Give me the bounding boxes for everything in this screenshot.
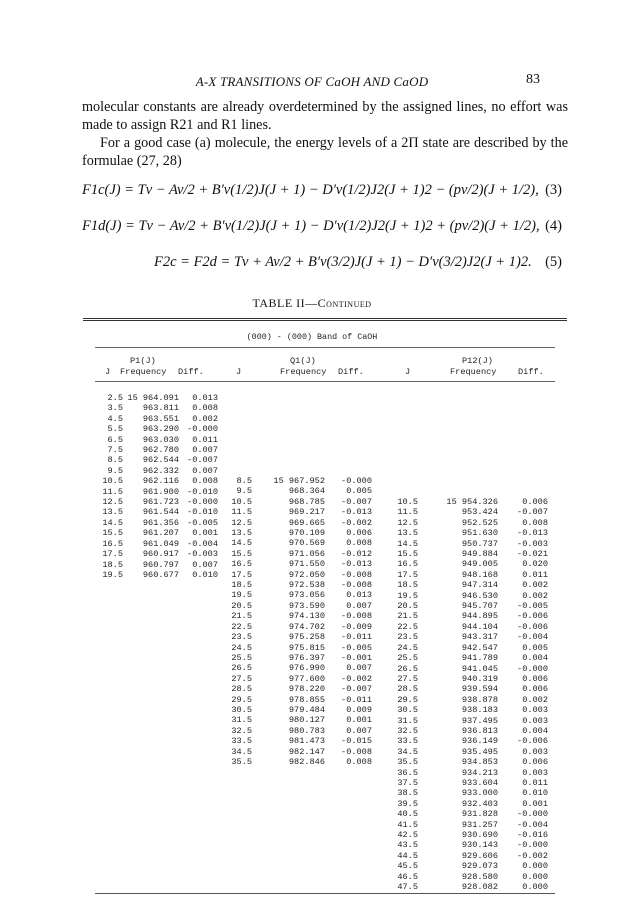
- p12-diff-cell: -0.006: [517, 611, 548, 622]
- table-bottom-rule: [95, 893, 555, 894]
- p12-j-cell: 39.5: [397, 798, 418, 809]
- q1-frequency-column: [267, 476, 325, 767]
- p12-diff-cell: 0.000: [522, 861, 548, 872]
- p12-frequency-cell: 933.000: [461, 788, 498, 799]
- p1-diff-cell: -0.010: [187, 486, 218, 497]
- q1-diff-cell: -0.002: [341, 673, 372, 684]
- p12-diff-cell: -0.002: [517, 850, 548, 861]
- p1-diff-cell: -0.003: [187, 549, 218, 560]
- p12-diff-cell: 0.000: [522, 871, 548, 882]
- q1-j-cell: 23.5: [231, 632, 252, 643]
- equation-5-number: (5): [545, 254, 562, 270]
- p12-frequency-cell: 941.045: [461, 663, 498, 674]
- p12-frequency-cell: 15 954.326: [446, 497, 498, 507]
- p1-j-cell: 18.5: [102, 559, 123, 570]
- p12-diff-cell: -0.004: [517, 819, 548, 830]
- p12-frequency-cell: 949.005: [461, 559, 498, 570]
- q1-frequency-cell: 976.397: [288, 652, 325, 663]
- p12-j-cell: 13.5: [397, 528, 418, 539]
- q1-frequency-cell: 979.484: [288, 704, 325, 715]
- p12-frequency-cell: 948.168: [461, 569, 498, 580]
- p12-frequency-cell: 950.737: [461, 538, 498, 549]
- p12-diff-cell: 0.005: [522, 642, 548, 653]
- p12-j-cell: 45.5: [397, 861, 418, 872]
- p12-diff-column: [506, 497, 548, 892]
- q1-diff-cell: 0.007: [346, 725, 372, 736]
- p12-frequency-cell: 941.789: [461, 653, 498, 664]
- p12-diff-cell: 0.001: [522, 798, 548, 809]
- q1-frequency-cell: 982.846: [288, 756, 325, 767]
- p1-j-cell: 3.5: [107, 403, 123, 414]
- q1-diff-cell: -0.011: [341, 632, 372, 643]
- table-title-text: TABLE II—Continued: [252, 296, 372, 310]
- p1-j-cell: 16.5: [102, 538, 123, 549]
- p12-frequency-cell: 936.813: [461, 725, 498, 736]
- p1-diff-cell: 0.007: [192, 465, 218, 476]
- q1-frequency-cell: 970.569: [288, 538, 325, 549]
- p1-frequency-cell: 963.551: [142, 413, 179, 424]
- p1-j-cell: 9.5: [107, 465, 123, 476]
- p1-diff-cell: 0.007: [192, 559, 218, 570]
- p12-frequency-cell: 946.530: [461, 590, 498, 601]
- q1-j-cell: 10.5: [231, 496, 252, 507]
- p12-frequency-cell: 936.149: [461, 736, 498, 747]
- q1-frequency-cell: 970.109: [288, 528, 325, 539]
- q1-frequency-cell: 982.147: [288, 746, 325, 757]
- p1-j-cell: 10.5: [102, 476, 123, 487]
- q1-diff-cell: -0.001: [341, 652, 372, 663]
- q1-j-cell: 15.5: [231, 548, 252, 559]
- p12-frequency-cell: 934.853: [461, 757, 498, 768]
- p12-j-cell: 28.5: [397, 684, 418, 695]
- q1-diff-cell: -0.008: [341, 746, 372, 757]
- q1-diff-cell: -0.013: [341, 507, 372, 518]
- p12-diff-cell: 0.003: [522, 746, 548, 757]
- group-header-p12: P12(J): [462, 356, 493, 366]
- p1-diff-cell: 0.013: [192, 393, 218, 403]
- q1-diff-cell: -0.007: [341, 496, 372, 507]
- paragraph-1-text: molecular constants are already overdetermined by the assigned lines, no effort was made to assign R21 and R1 lines.: [82, 99, 568, 133]
- p12-frequency-cell: 949.884: [461, 549, 498, 560]
- p12-j-cell: 30.5: [397, 705, 418, 716]
- q1-diff-cell: -0.008: [341, 580, 372, 591]
- p1-j-cell: 14.5: [102, 517, 123, 528]
- p12-j-cell: 14.5: [397, 538, 418, 549]
- p12-j-cell: 34.5: [397, 746, 418, 757]
- p12-frequency-cell: 928.082: [461, 882, 498, 893]
- q1-frequency-cell: 980.127: [288, 715, 325, 726]
- p1-diff-cell: 0.011: [192, 434, 218, 445]
- p1-j-cell: 5.5: [107, 424, 123, 435]
- p1-j-column: [97, 393, 123, 580]
- p12-frequency-cell: 945.707: [461, 601, 498, 612]
- p1-diff-cell: 0.010: [192, 569, 218, 580]
- p1-diff-cell: 0.002: [192, 413, 218, 424]
- p12-diff-cell: 0.003: [522, 767, 548, 778]
- q1-j-cell: 9.5: [236, 486, 252, 497]
- p12-frequency-cell: 935.495: [461, 746, 498, 757]
- p1-j-cell: 19.5: [102, 569, 123, 580]
- group-header-q1: Q1(J): [290, 356, 316, 366]
- q1-diff-cell: 0.001: [346, 715, 372, 726]
- p1-j-cell: 2.5: [107, 393, 123, 403]
- q1-j-cell: 32.5: [231, 725, 252, 736]
- q1-j-cell: 21.5: [231, 611, 252, 622]
- q1-j-cell: 24.5: [231, 642, 252, 653]
- p12-diff-cell: 0.000: [522, 882, 548, 893]
- col-header-j-3: J: [405, 367, 411, 377]
- q1-frequency-cell: 971.056: [288, 548, 325, 559]
- q1-diff-cell: -0.015: [341, 736, 372, 747]
- q1-j-cell: 25.5: [231, 652, 252, 663]
- q1-diff-cell: 0.008: [346, 538, 372, 549]
- p12-j-cell: 29.5: [397, 694, 418, 705]
- p12-frequency-cell: 947.314: [461, 580, 498, 591]
- p1-diff-cell: 0.001: [192, 528, 218, 539]
- p12-j-cell: 46.5: [397, 871, 418, 882]
- equation-3: F1c(J) = Tv − Av/2 + B′v(1/2)J(J + 1) − D′v(1/2)J2(J + 1)2 − (pv/2)(J + 1/2),: [82, 182, 539, 198]
- p12-j-cell: 31.5: [397, 715, 418, 726]
- p12-j-cell: 23.5: [397, 632, 418, 643]
- q1-frequency-cell: 973.590: [288, 600, 325, 611]
- p12-frequency-cell: 931.257: [461, 819, 498, 830]
- p1-j-cell: 13.5: [102, 507, 123, 518]
- p12-j-cell: 44.5: [397, 850, 418, 861]
- p12-frequency-cell: 938.878: [461, 694, 498, 705]
- p12-frequency-cell: 931.828: [461, 809, 498, 820]
- p12-frequency-cell: 939.594: [461, 684, 498, 695]
- p12-diff-cell: 0.003: [522, 705, 548, 716]
- q1-diff-column: [330, 476, 372, 767]
- q1-frequency-cell: 972.050: [288, 569, 325, 580]
- p1-frequency-cell: 961.049: [142, 538, 179, 549]
- p12-diff-cell: -0.005: [517, 601, 548, 612]
- p12-diff-cell: -0.004: [517, 632, 548, 643]
- p12-diff-cell: 0.006: [522, 684, 548, 695]
- p12-j-cell: 24.5: [397, 642, 418, 653]
- page-number: 83: [526, 72, 540, 87]
- q1-frequency-cell: 968.364: [288, 486, 325, 497]
- p1-frequency-cell: 961.900: [142, 486, 179, 497]
- p12-j-cell: 43.5: [397, 840, 418, 851]
- p12-diff-cell: 0.004: [522, 725, 548, 736]
- p12-frequency-column: [436, 497, 498, 892]
- p1-frequency-cell: 962.780: [142, 445, 179, 456]
- q1-diff-cell: -0.000: [341, 476, 372, 486]
- q1-frequency-cell: 974.702: [288, 621, 325, 632]
- p12-frequency-cell: 944.895: [461, 611, 498, 622]
- p1-diff-column: [176, 393, 218, 580]
- p1-j-cell: 8.5: [107, 455, 123, 466]
- p1-j-cell: 7.5: [107, 445, 123, 456]
- p12-j-cell: 22.5: [397, 621, 418, 632]
- q1-diff-cell: -0.008: [341, 611, 372, 622]
- q1-j-cell: 17.5: [231, 569, 252, 580]
- p12-frequency-cell: 942.547: [461, 642, 498, 653]
- p12-j-cell: 27.5: [397, 673, 418, 684]
- p1-frequency-cell: 15 964.091: [127, 393, 179, 403]
- q1-diff-cell: -0.009: [341, 621, 372, 632]
- col-header-diff-3: Diff.: [518, 367, 544, 377]
- p12-frequency-cell: 938.183: [461, 705, 498, 716]
- p12-j-cell: 47.5: [397, 882, 418, 893]
- p12-frequency-cell: 937.495: [461, 715, 498, 726]
- p12-diff-cell: 0.011: [522, 777, 548, 788]
- p12-diff-cell: 0.010: [522, 788, 548, 799]
- header-rule: [95, 381, 555, 382]
- p12-diff-cell: 0.006: [522, 757, 548, 768]
- p12-j-cell: 15.5: [397, 549, 418, 560]
- q1-frequency-cell: 968.785: [288, 496, 325, 507]
- p12-diff-cell: -0.003: [517, 538, 548, 549]
- q1-frequency-cell: 976.990: [288, 663, 325, 674]
- paragraph-1: [82, 98, 568, 134]
- p1-diff-cell: -0.010: [187, 507, 218, 518]
- q1-diff-cell: 0.009: [346, 704, 372, 715]
- p12-j-cell: 25.5: [397, 653, 418, 664]
- p12-diff-cell: 0.008: [522, 517, 548, 528]
- paragraph-2: [82, 134, 568, 170]
- q1-j-cell: 14.5: [231, 538, 252, 549]
- p12-diff-cell: -0.000: [517, 809, 548, 820]
- p12-frequency-cell: 943.317: [461, 632, 498, 643]
- band-rule: [95, 347, 555, 348]
- p1-diff-cell: -0.005: [187, 517, 218, 528]
- p12-j-cell: 41.5: [397, 819, 418, 830]
- running-title: A-X TRANSITIONS OF CaOH AND CaOD: [195, 74, 429, 89]
- col-header-diff-1: Diff.: [178, 367, 204, 377]
- col-header-freq-1: Frequency: [120, 367, 167, 377]
- p12-j-cell: 19.5: [397, 590, 418, 601]
- q1-j-cell: 29.5: [231, 694, 252, 705]
- q1-j-cell: 20.5: [231, 600, 252, 611]
- p12-j-cell: 26.5: [397, 663, 418, 674]
- p12-j-cell: 12.5: [397, 517, 418, 528]
- p12-j-cell: 16.5: [397, 559, 418, 570]
- table-title: [0, 296, 624, 311]
- q1-diff-cell: 0.013: [346, 590, 372, 601]
- p12-j-cell: 35.5: [397, 757, 418, 768]
- p12-diff-cell: -0.016: [517, 830, 548, 840]
- q1-j-column: [226, 476, 252, 767]
- q1-j-cell: 13.5: [231, 528, 252, 539]
- p12-frequency-cell: 952.525: [461, 517, 498, 528]
- p12-diff-cell: 0.002: [522, 590, 548, 601]
- p12-diff-cell: -0.006: [517, 621, 548, 632]
- table-top-rule-2: [83, 320, 567, 321]
- p12-diff-cell: 0.006: [522, 673, 548, 684]
- paragraph-2-text: For a good case (a) molecule, the energy levels of a 2Π state are described by the formulae (27, 28): [82, 135, 568, 169]
- p1-frequency-cell: 963.290: [142, 424, 179, 435]
- q1-j-cell: 33.5: [231, 736, 252, 747]
- q1-j-cell: 27.5: [231, 673, 252, 684]
- p12-diff-cell: 0.020: [522, 559, 548, 570]
- p12-frequency-cell: 944.104: [461, 621, 498, 632]
- p12-j-column: [392, 497, 418, 892]
- p12-frequency-cell: 930.143: [461, 840, 498, 851]
- q1-frequency-cell: 974.130: [288, 611, 325, 622]
- p12-j-cell: 11.5: [397, 507, 418, 518]
- q1-j-cell: 8.5: [236, 476, 252, 486]
- q1-j-cell: 26.5: [231, 663, 252, 674]
- col-header-freq-3: Frequency: [450, 367, 497, 377]
- q1-frequency-cell: 15 967.952: [273, 476, 325, 486]
- q1-j-cell: 11.5: [231, 507, 252, 518]
- p12-frequency-cell: 929.073: [461, 861, 498, 872]
- p12-diff-cell: -0.006: [517, 736, 548, 747]
- equation-5: F2c = F2d = Tv + Av/2 + B′v(3/2)J(J + 1) − D′v(3/2)J2(J + 1)2.: [154, 254, 532, 270]
- p12-j-cell: 38.5: [397, 788, 418, 799]
- p1-diff-cell: -0.000: [187, 424, 218, 435]
- p1-frequency-cell: 960.677: [142, 569, 179, 580]
- p12-diff-cell: -0.021: [517, 549, 548, 560]
- p1-j-cell: 11.5: [102, 486, 123, 497]
- p1-frequency-column: [127, 393, 179, 580]
- p12-diff-cell: -0.000: [517, 840, 548, 851]
- q1-frequency-cell: 972.538: [288, 580, 325, 591]
- p1-diff-cell: -0.007: [187, 455, 218, 466]
- band-label: (000) - (000) Band of CaOH: [246, 332, 378, 342]
- p12-diff-cell: 0.003: [522, 715, 548, 726]
- p12-j-cell: 21.5: [397, 611, 418, 622]
- q1-j-cell: 19.5: [231, 590, 252, 601]
- p12-diff-cell: 0.011: [522, 569, 548, 580]
- q1-j-cell: 18.5: [231, 580, 252, 591]
- equation-4: F1d(J) = Tv − Av/2 + B′v(1/2)J(J + 1) − D′v(1/2)J2(J + 1)2 + (pv/2)(J + 1/2),: [82, 218, 540, 234]
- p1-frequency-cell: 963.030: [142, 434, 179, 445]
- q1-j-cell: 35.5: [231, 756, 252, 767]
- p12-diff-cell: 0.002: [522, 580, 548, 591]
- p12-diff-cell: -0.000: [517, 663, 548, 674]
- col-header-diff-2: Diff.: [338, 367, 364, 377]
- q1-j-cell: 12.5: [231, 517, 252, 528]
- equation-4-number: (4): [545, 218, 562, 234]
- p1-diff-cell: -0.000: [187, 497, 218, 508]
- q1-frequency-cell: 969.665: [288, 517, 325, 528]
- q1-frequency-cell: 981.473: [288, 736, 325, 747]
- p1-frequency-cell: 963.811: [142, 403, 179, 414]
- q1-diff-cell: 0.007: [346, 600, 372, 611]
- p1-frequency-cell: 961.723: [142, 497, 179, 508]
- q1-j-cell: 28.5: [231, 684, 252, 695]
- p12-j-cell: 32.5: [397, 725, 418, 736]
- p12-diff-cell: -0.007: [517, 507, 548, 518]
- p1-j-cell: 15.5: [102, 528, 123, 539]
- p1-j-cell: 12.5: [102, 497, 123, 508]
- p1-frequency-cell: 962.544: [142, 455, 179, 466]
- p12-j-cell: 42.5: [397, 830, 418, 840]
- q1-frequency-cell: 980.783: [288, 725, 325, 736]
- q1-diff-cell: 0.008: [346, 756, 372, 767]
- q1-diff-cell: -0.002: [341, 517, 372, 528]
- q1-j-cell: 34.5: [231, 746, 252, 757]
- q1-j-cell: 30.5: [231, 704, 252, 715]
- q1-frequency-cell: 975.815: [288, 642, 325, 653]
- col-header-j-2: J: [236, 367, 242, 377]
- p12-frequency-cell: 932.403: [461, 798, 498, 809]
- q1-j-cell: 22.5: [231, 621, 252, 632]
- p12-frequency-cell: 940.319: [461, 673, 498, 684]
- q1-j-cell: 31.5: [231, 715, 252, 726]
- p1-frequency-cell: 961.544: [142, 507, 179, 518]
- p12-j-cell: 40.5: [397, 809, 418, 820]
- p1-frequency-cell: 962.116: [142, 476, 179, 487]
- col-header-j-1: J: [105, 367, 111, 377]
- p12-frequency-cell: 933.604: [461, 777, 498, 788]
- p12-frequency-cell: 928.580: [461, 871, 498, 882]
- q1-diff-cell: 0.006: [346, 528, 372, 539]
- p12-frequency-cell: 951.630: [461, 528, 498, 539]
- p12-j-cell: 37.5: [397, 777, 418, 788]
- q1-diff-cell: 0.007: [346, 663, 372, 674]
- p1-frequency-cell: 961.207: [142, 528, 179, 539]
- p12-j-cell: 10.5: [397, 497, 418, 507]
- q1-frequency-cell: 973.056: [288, 590, 325, 601]
- p1-diff-cell: -0.004: [187, 538, 218, 549]
- q1-frequency-cell: 977.600: [288, 673, 325, 684]
- p12-j-cell: 17.5: [397, 569, 418, 580]
- q1-frequency-cell: 975.258: [288, 632, 325, 643]
- q1-j-cell: 16.5: [231, 559, 252, 570]
- p1-j-cell: 17.5: [102, 549, 123, 560]
- p12-diff-cell: 0.006: [522, 497, 548, 507]
- p12-j-cell: 18.5: [397, 580, 418, 591]
- p12-diff-cell: 0.004: [522, 653, 548, 664]
- p1-j-cell: 4.5: [107, 413, 123, 424]
- p12-j-cell: 36.5: [397, 767, 418, 778]
- p12-diff-cell: -0.013: [517, 528, 548, 539]
- p1-diff-cell: 0.008: [192, 403, 218, 414]
- q1-frequency-cell: 978.220: [288, 684, 325, 695]
- p12-j-cell: 33.5: [397, 736, 418, 747]
- equation-3-number: (3): [545, 182, 562, 198]
- q1-diff-cell: 0.005: [346, 486, 372, 497]
- q1-diff-cell: -0.005: [341, 642, 372, 653]
- q1-diff-cell: -0.007: [341, 684, 372, 695]
- p1-diff-cell: 0.008: [192, 476, 218, 487]
- table-top-rule: [83, 318, 567, 319]
- p12-frequency-cell: 929.606: [461, 850, 498, 861]
- p1-j-cell: 6.5: [107, 434, 123, 445]
- p1-frequency-cell: 960.917: [142, 549, 179, 560]
- q1-diff-cell: -0.013: [341, 559, 372, 570]
- p12-frequency-cell: 934.213: [461, 767, 498, 778]
- p12-frequency-cell: 930.690: [461, 830, 498, 840]
- q1-frequency-cell: 978.855: [288, 694, 325, 705]
- p12-frequency-cell: 953.424: [461, 507, 498, 518]
- p12-diff-cell: 0.002: [522, 694, 548, 705]
- group-header-p1: P1(J): [130, 356, 156, 366]
- col-header-freq-2: Frequency: [280, 367, 327, 377]
- p12-j-cell: 20.5: [397, 601, 418, 612]
- p1-frequency-cell: 960.797: [142, 559, 179, 570]
- p1-frequency-cell: 961.356: [142, 517, 179, 528]
- q1-frequency-cell: 969.217: [288, 507, 325, 518]
- q1-diff-cell: -0.008: [341, 569, 372, 580]
- q1-frequency-cell: 971.550: [288, 559, 325, 570]
- q1-diff-cell: -0.012: [341, 548, 372, 559]
- p1-frequency-cell: 962.332: [142, 465, 179, 476]
- q1-diff-cell: -0.011: [341, 694, 372, 705]
- p1-diff-cell: 0.007: [192, 445, 218, 456]
